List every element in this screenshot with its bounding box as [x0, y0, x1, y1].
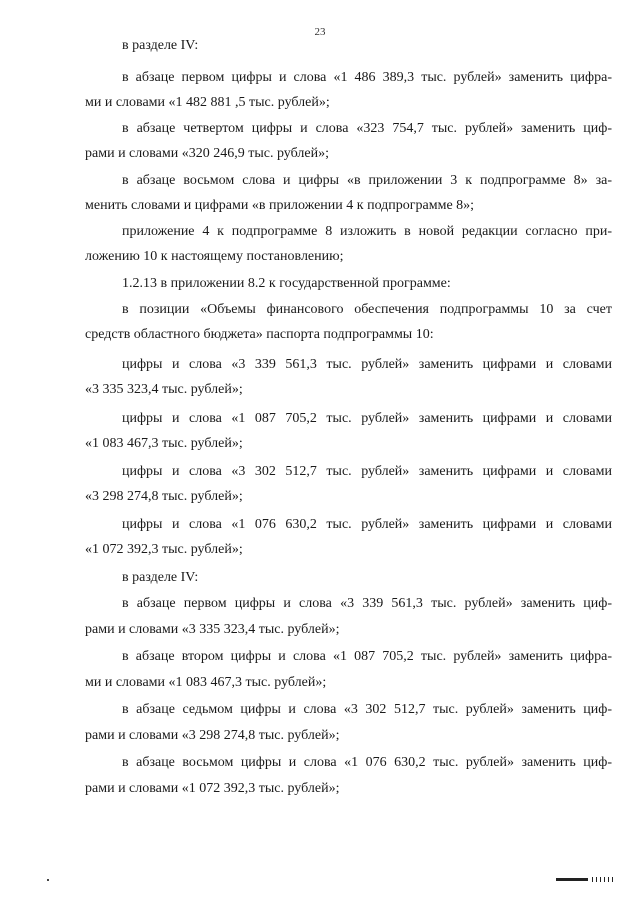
- text-line: в абзаце восьмом слова и цифры «в приложении 3 к подпрограмме 8» за-: [122, 173, 612, 188]
- text-line: в абзаце втором цифры и слова «1 087 705,2 тыс. рублей» заменить цифра-: [122, 649, 612, 664]
- text-line: в разделе IV:: [122, 570, 199, 585]
- text-line: рами и словами «3 335 323,4 тыс. рублей»;: [85, 622, 340, 637]
- text-line: средств областного бюджета» паспорта подпрограммы 10:: [85, 327, 434, 342]
- text-line: менить словами и цифрами «в приложении 4 к подпрограмме 8»;: [85, 198, 475, 213]
- text-line: приложение 4 к подпрограмме 8 изложить в новой редакции согласно при-: [122, 224, 612, 239]
- text-line: в абзаце первом цифры и слова «3 339 561,3 тыс. рублей» заменить циф-: [122, 596, 612, 611]
- text-line: цифры и слова «3 339 561,3 тыс. рублей» заменить цифрами и словами: [122, 357, 612, 372]
- text-line: цифры и слова «3 302 512,7 тыс. рублей» заменить цифрами и словами: [122, 464, 612, 479]
- text-line: ми и словами «1 083 467,3 тыс. рублей»;: [85, 675, 327, 690]
- text-line: «1 072 392,3 тыс. рублей»;: [85, 542, 243, 557]
- page-number: 23: [314, 26, 326, 38]
- scan-artifact: [556, 878, 588, 881]
- text-line: в абзаце четвертом цифры и слова «323 754,7 тыс. рублей» заменить циф-: [122, 121, 612, 136]
- text-line: ми и словами «1 482 881 ,5 тыс. рублей»;: [85, 95, 330, 110]
- text-line: цифры и слова «1 087 705,2 тыс. рублей» заменить цифрами и словами: [122, 411, 612, 426]
- text-line: в абзаце седьмом цифры и слова «3 302 512,7 тыс. рублей» заменить циф-: [122, 702, 612, 717]
- text-line: рами и словами «1 072 392,3 тыс. рублей»;: [85, 781, 340, 796]
- scan-artifact: [47, 879, 49, 881]
- text-line: рами и словами «3 298 274,8 тыс. рублей»;: [85, 728, 340, 743]
- text-line: цифры и слова «1 076 630,2 тыс. рублей» заменить цифрами и словами: [122, 517, 612, 532]
- text-line: «3 298 274,8 тыс. рублей»;: [85, 489, 243, 504]
- text-line: в разделе IV:: [122, 38, 199, 53]
- text-line: рами и словами «320 246,9 тыс. рублей»;: [85, 146, 329, 161]
- text-line: в позиции «Объемы финансового обеспечения подпрограммы 10 за счет: [122, 302, 612, 317]
- text-line: в абзаце восьмом цифры и слова «1 076 630,2 тыс. рублей» заменить циф-: [122, 755, 612, 770]
- text-line: «3 335 323,4 тыс. рублей»;: [85, 382, 243, 397]
- scan-artifact: [592, 877, 614, 882]
- text-line: в абзаце первом цифры и слова «1 486 389,3 тыс. рублей» заменить цифра-: [122, 70, 612, 85]
- text-line: ложению 10 к настоящему постановлению;: [85, 249, 344, 264]
- text-line: 1.2.13 в приложении 8.2 к государственной программе:: [122, 276, 451, 291]
- text-line: «1 083 467,3 тыс. рублей»;: [85, 436, 243, 451]
